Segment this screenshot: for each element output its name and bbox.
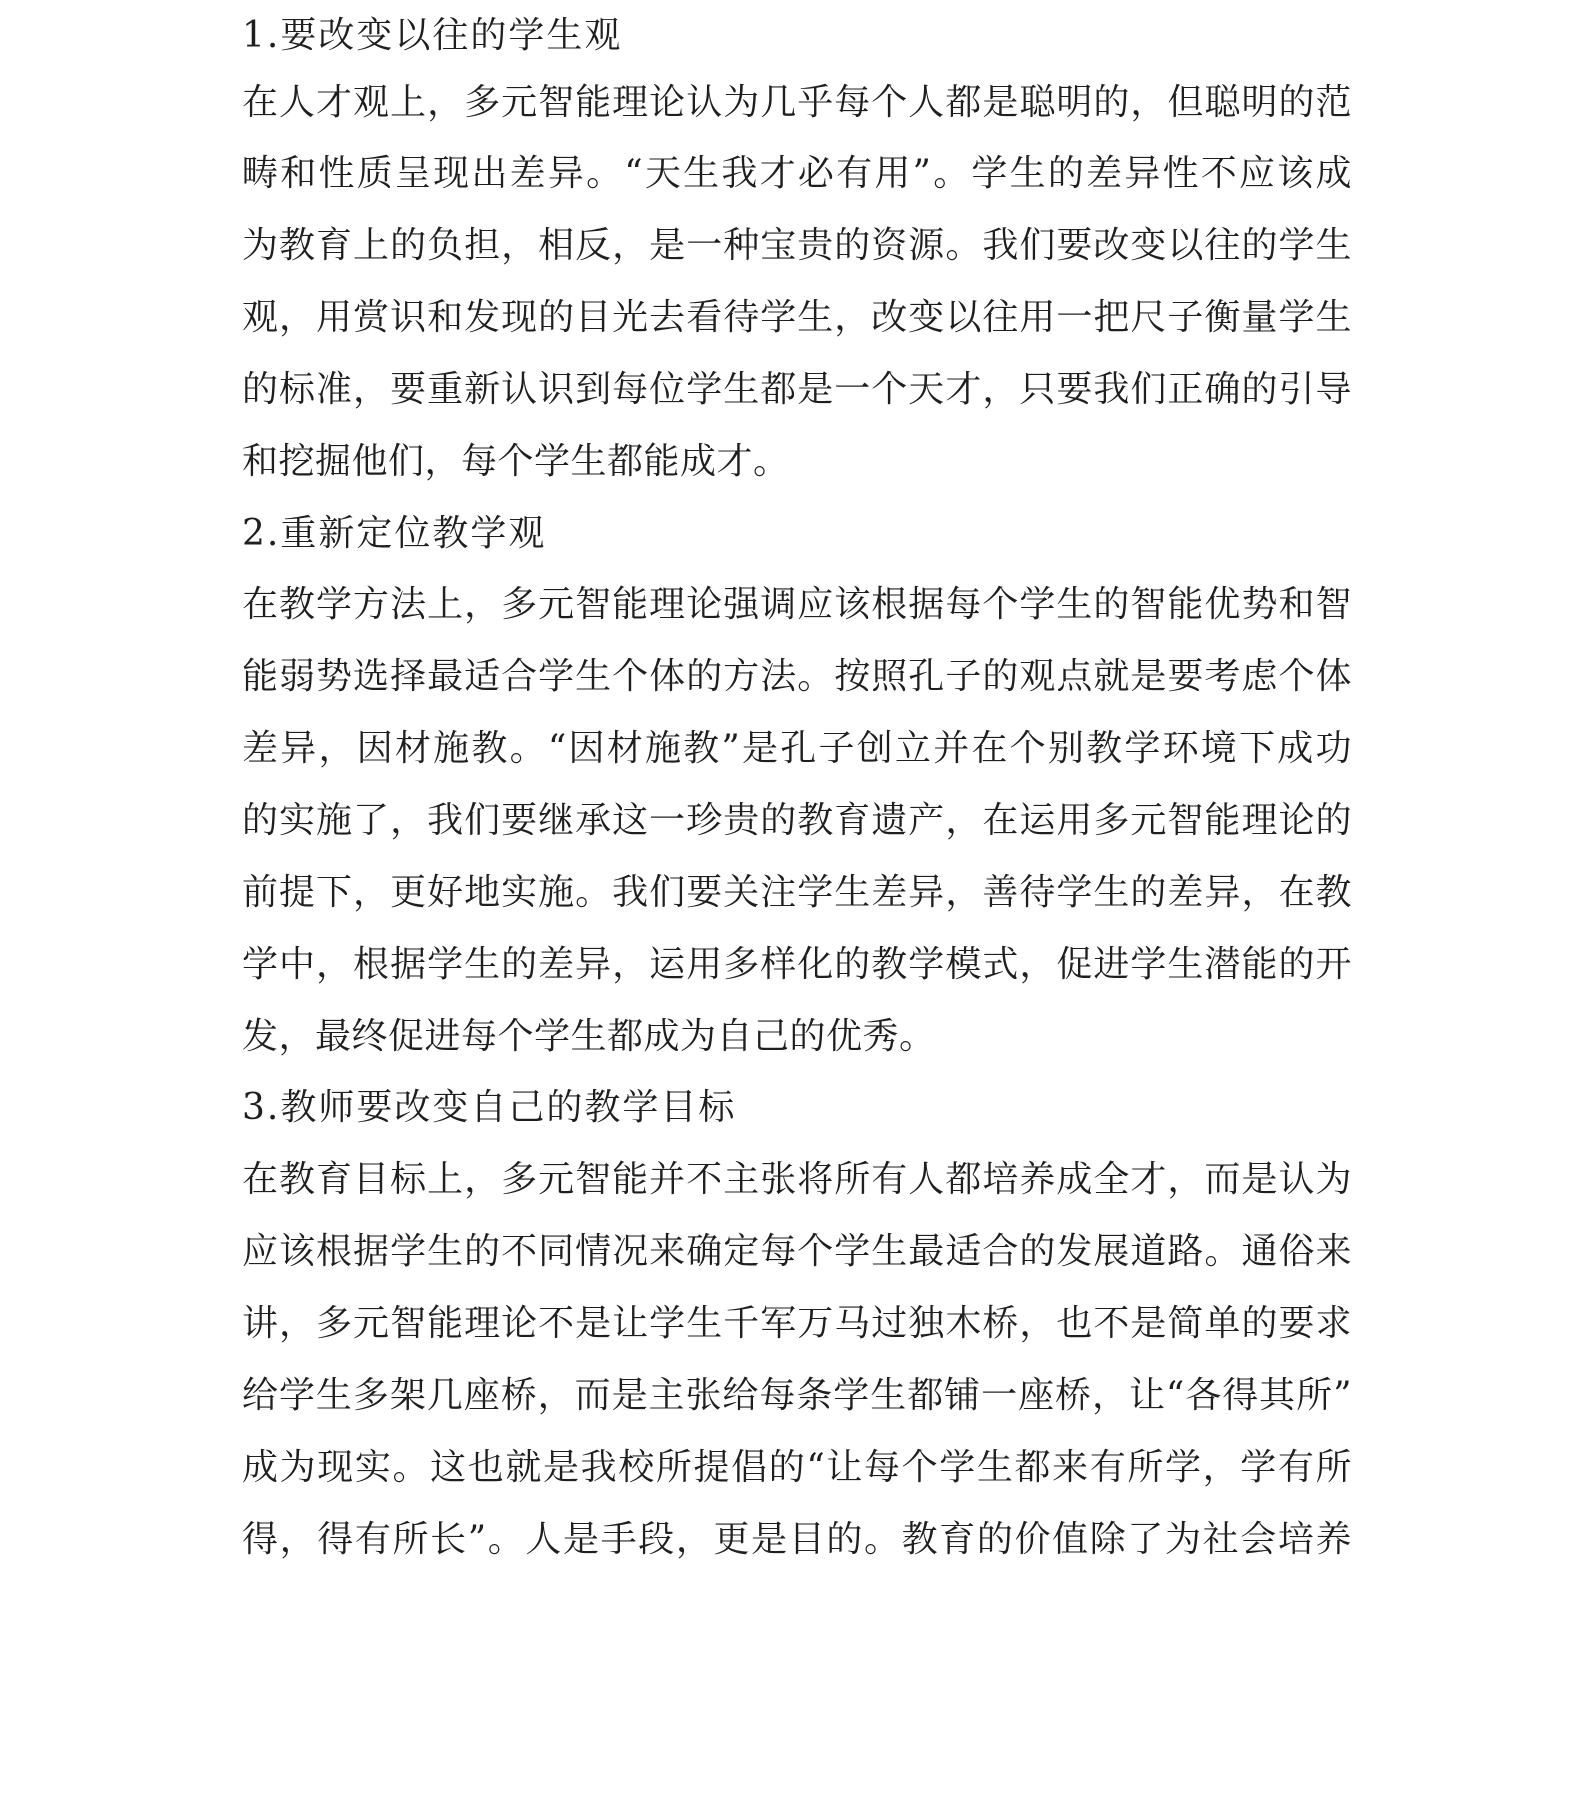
paragraph-line: 的标准，要重新认识到每位学生都是一个天才，只要我们正确的引导 [242,369,1352,410]
paragraph-line: 得，得有所长”。人是手段，更是目的。教育的价值除了为社会培养 [242,1519,1352,1560]
paragraph-line: 前提下，更好地实施。我们要关注学生差异，善待学生的差异，在教 [242,872,1352,913]
paragraph-line: 的实施了，我们要继承这一珍贵的教育遗产，在运用多元智能理论的 [242,800,1352,841]
section-2-heading: 2.重新定位教学观 [242,513,547,554]
paragraph-line: 和挖掘他们，每个学生都能成才。 [242,441,790,482]
paragraph-line: 在教学方法上，多元智能理论强调应该根据每个学生的智能优势和智 [242,584,1352,625]
paragraph-line: 在人才观上，多元智能理论认为几乎每个人都是聪明的，但聪明的范 [242,82,1352,123]
paragraph-line: 观，用赏识和发现的目光去看待学生，改变以往用一把尺子衡量学生 [242,297,1352,338]
paragraph-line: 给学生多架几座桥，而是主张给每条学生都铺一座桥，让“各得其所” [242,1375,1352,1416]
paragraph-line: 为教育上的负担，相反，是一种宝贵的资源。我们要改变以往的学生 [242,225,1352,266]
paragraph-line: 成为现实。这也就是我校所提倡的“让每个学生都来有所学，学有所 [242,1447,1352,1488]
paragraph-line: 应该根据学生的不同情况来确定每个学生最适合的发展道路。通俗来 [242,1231,1352,1272]
section-1-heading: 1.要改变以往的学生观 [242,15,623,56]
section-3-heading: 3.教师要改变自己的教学目标 [242,1087,737,1128]
paragraph-line: 畴和性质呈现出差异。“天生我才必有用”。学生的差异性不应该成 [242,153,1352,194]
paragraph-line: 在教育目标上，多元智能并不主张将所有人都培养成全才，而是认为 [242,1159,1352,1200]
paragraph-line: 能弱势选择最适合学生个体的方法。按照孔子的观点就是要考虑个体 [242,656,1352,697]
paragraph-line: 差异，因材施教。“因材施教”是孔子创立并在个别教学环境下成功 [242,728,1352,769]
paragraph-line: 发，最终促进每个学生都成为自己的优秀。 [242,1016,936,1057]
paragraph-line: 学中，根据学生的差异，运用多样化的教学模式，促进学生潜能的开 [242,944,1352,985]
paragraph-line: 讲，多元智能理论不是让学生千军万马过独木桥，也不是简单的要求 [242,1303,1352,1344]
